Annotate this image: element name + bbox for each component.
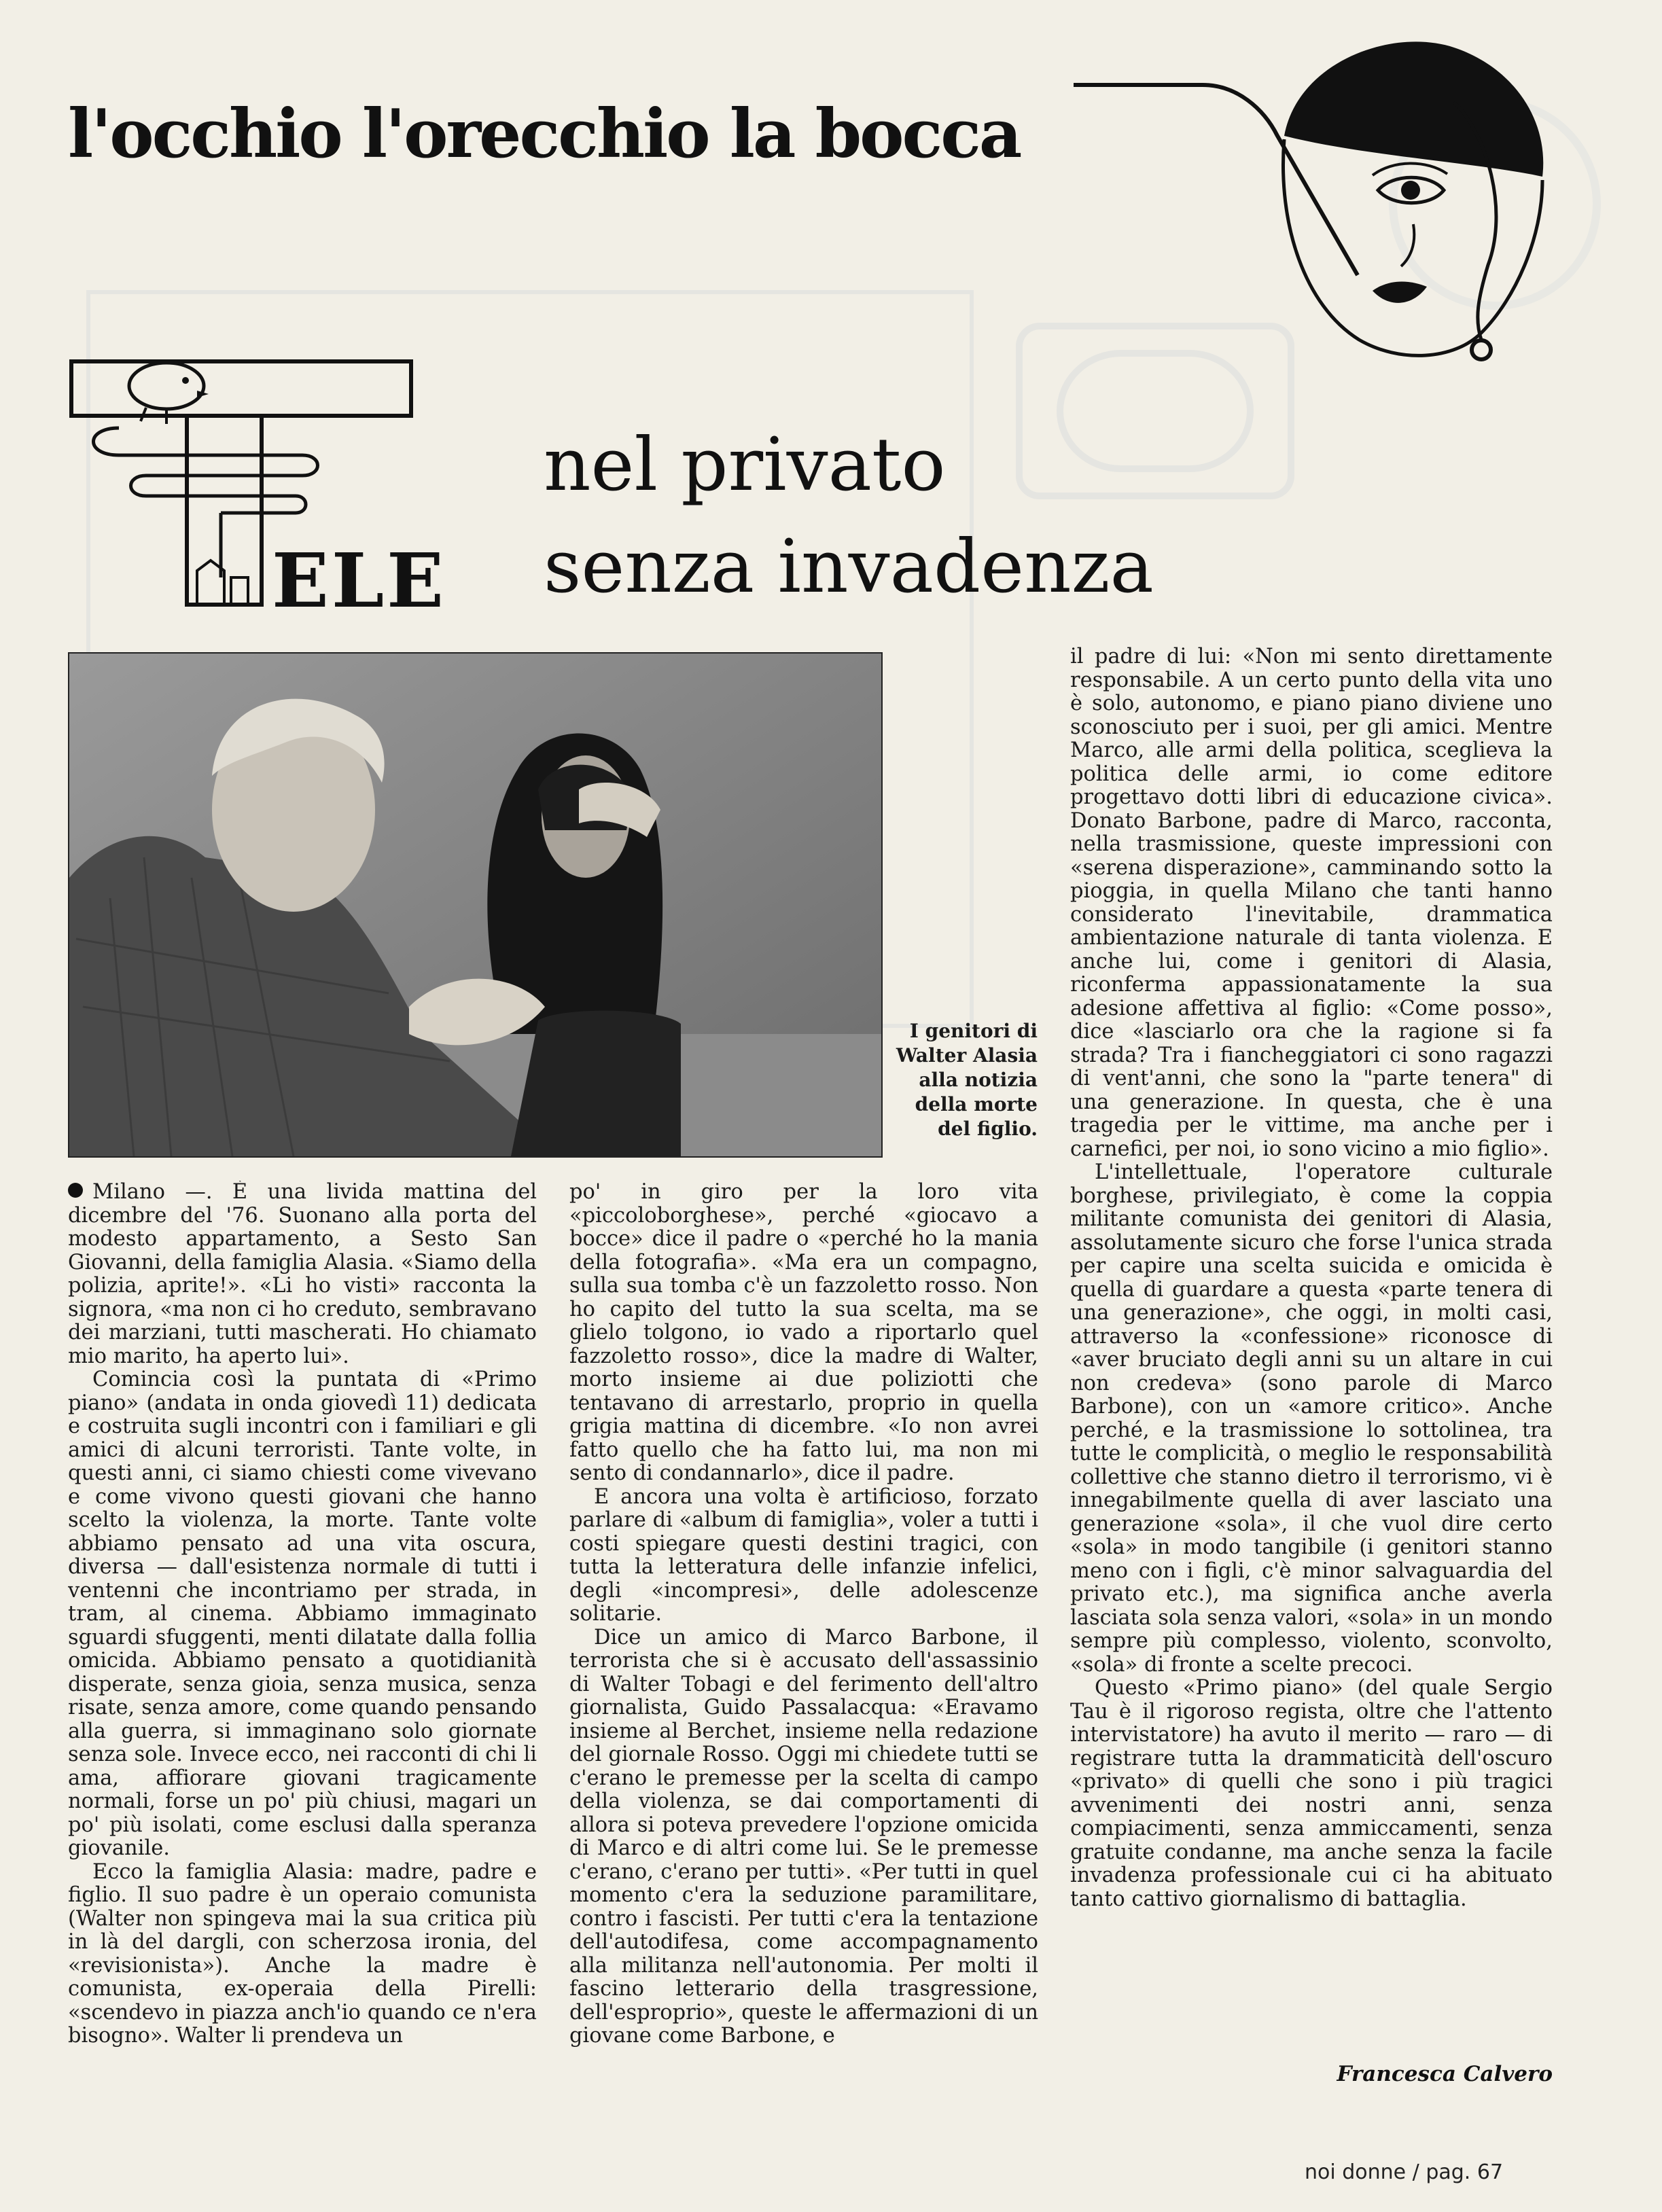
author-byline: Francesca Calvero: [1337, 2062, 1553, 2086]
article-paragraph: [68, 1181, 537, 1368]
magazine-name: noi donne: [1305, 2160, 1407, 2184]
title-line-1: nel privato: [544, 423, 946, 507]
article-title: [544, 414, 1154, 618]
article-paragraph: L'intellettuale, l'operatore culturale borghese, privilegiato, è come la coppia militante comunista dei genitori di Alasia, assolutamente sicuro che forse l'unica strada per capire una scelta suicida e omicida è quella di guardare a questa «parte tenera di una generazione», che oggi, in molti casi, attraverso la «confessione» riconosce di «aver bruciato degli anni su un altare in cui non credeva» (sono parole di Marco Barbone), con un «amore critico». Anche perché, e la trasmissione lo sottolinea, tra tutte le complicità, o meglio le responsabilità collettive che stanno dietro il terrorismo, vi è innegabilmente quella di aver lasciato una generazione «sola», il che vuol dire certo «sola» in modo tangibile (i genitori stanno meno con i figli, c'è minor salvaguardia del privato etc.), ma significa anche averla lasciata sola senza valori, «sola» in un mondo sempre più complesso, violento, sconvolto, «sola» di fronte a scelte precoci.: [1070, 1160, 1553, 1677]
page-footer: [1305, 2160, 1503, 2184]
tele-section-label: ELE: [272, 537, 447, 624]
article-column-3: [1070, 645, 1553, 2041]
article-column-2: [569, 1181, 1038, 2047]
page-number: / pag. 67: [1412, 2160, 1504, 2184]
column-rubric: l'occhio l'orecchio la bocca: [68, 95, 1021, 173]
photo-image: [69, 654, 881, 1156]
bullet-icon: [68, 1183, 83, 1198]
paragraph-text: Milano —. È una livida mattina del dicembre del '76. Suonano alla porta del modesto appartamento, a Sesto San Giovanni, della famiglia Alasia. «Siamo della polizia, aprite!». «Li ho visti» racconta la signora, «ma non ci ho creduto, sembravano dei marziani, tutti mascherati. Ho chiamato mio marito, ha aperto lui».: [68, 1181, 537, 1368]
face-illustration: [1074, 20, 1563, 401]
article-paragraph: po' in giro per la loro vita «piccoloborghese», perché «giocavo a bocce» dice il padre o «perché ho la mania della fotografia». «Ma era un compagno, sulla sua tomba c'è un fazzoletto rosso. Non ho capito del tutto la sua scelta, ma se glielo tolgono, io vado a riportarlo quel fazzoletto rosso», dice la madre di Walter, morto insieme ai due poliziotti che tentavano di arrestarlo, proprio in quella grigia mattina di dicembre. «Io non avrei fatto quello che ha fatto lui, ma non mi sento di condannarlo», dice il padre.: [569, 1181, 1038, 1485]
article-photo: [68, 652, 883, 1158]
article-paragraph: Comincia così la puntata di «Primo piano» (andata in onda giovedì 11) dedicata e costruita sugli incontri con i familiari e gli amici di alcuni terroristi. Tante volte, in questi anni, ci siamo chiesti come vivevano e come vivono questi giovani che hanno scelto la violenza, la morte. Tante volte abbiamo pensato ad una vita oscura, diversa — dall'esistenza normale di tutti i ventenni che incontriamo per strada, in tram, al cinema. Abbiamo immaginato sguardi sfuggenti, menti dilatate dalla follia omicida. Abbiamo pensato a quotidianità disperate, senza gioia, senza musica, senza risate, senza amore, come quando pensando alla guerra, si immaginano solo giornate senza sole. Invece ecco, nei racconti di chi li ama, affiorare giovani tragicamente normali, forse un po' più chiusi, magari un po' più isolati, come esclusi dalla speranza giovanile.: [68, 1368, 537, 1860]
photo-caption: I genitori di Walter Alasia alla notizia della morte del figlio.: [896, 1020, 1038, 1140]
article-column-1: [68, 1181, 537, 2047]
article-paragraph: Ecco la famiglia Alasia: madre, padre e figlio. Il suo padre è un operaio comunista (Walter non spingeva mai la sua critica più in là del dargli, con scherzosa ironia, del «revisionista»). Anche la madre è comunista, ex-operaia della Pirelli: «scendevo in piazza anch'io quando ce n'era bisogno». Walter li prendeva un: [68, 1859, 537, 2047]
article-paragraph: il padre di lui: «Non mi sento direttamente responsabile. A un certo punto della vita uno è solo, autonomo, e piano piano diviene uno sconosciuto per i suoi, per gli amici. Mentre Marco, alle armi della politica, sceglieva la politica delle armi, io come editore progettavo dotti libri di educazione civica». Donato Barbone, padre di Marco, racconta, nella trasmissione, queste impressioni con «serena disperazione», camminando sotto la pioggia, in quella Milano che tanti hanno considerato l'inevitabile, drammatica ambientazione naturale di tanta violenza. E anche lui, come i genitori di Alasia, riconferma appassionatamente la sua adesione affettiva al figlio: «Come posso», dice «lasciarlo ora che la ragione si fa strada? Tra i fiancheggiatori ci sono ragazzi di vent'anni, che sono la "parte tenera" di una generazione. In questa, che è una tragedia per le vittime, ma anche per i carnefici, per noi, io sono vicino a mio figlio».: [1070, 645, 1553, 1161]
article-paragraph: Dice un amico di Marco Barbone, il terrorista che si è accusato dell'assassinio di Walter Tobagi e del ferimento dell'altro giornalista, Guido Passalacqua: «Eravamo insieme al Berchet, insieme nella redazione del giornale Rosso. Oggi mi chiedete tutti se c'erano le premesse per la scelta di campo della violenza, se dai comportamenti di allora si poteva prevedere l'opzione omicida di Marco e di altri come lui. Se le premesse c'erano, c'erano per tutti». «Per tutti in quel momento c'era la seduzione paramilitare, contro i fascisti. Per tutti c'era la tentazione dell'autodifesa, come accompagnamento alla militanza nell'autonomia. Per molti il fascino letterario della trasgressione, dell'esproprio», queste le affermazioni di un giovane come Barbone, e: [569, 1625, 1038, 2047]
title-line-2: senza invadenza: [544, 524, 1154, 609]
article-paragraph: Questo «Primo piano» (del quale Sergio Tau è il rigoroso regista, oltre che l'attento intervistatore) ha avuto il merito — raro — di registrare tutta la drammaticità dell'oscuro «privato» di quelli che sono i più tragici avvenimenti dei nostri anni, senza compiacimenti, senza ammiccamenti, senza gratuite condanne, ma anche senza la facile invadenza professionale cui ci ha abituato tanto cattivo giornalismo di battaglia.: [1070, 1676, 1553, 1911]
article-paragraph: E ancora una volta è artificioso, forzato parlare di «album di famiglia», voler a tutti i costi spiegare questi destini tragici, con tutta la letteratura delle infanzie infelici, degli «incompresi», delle adolescenze solitarie.: [569, 1484, 1038, 1626]
